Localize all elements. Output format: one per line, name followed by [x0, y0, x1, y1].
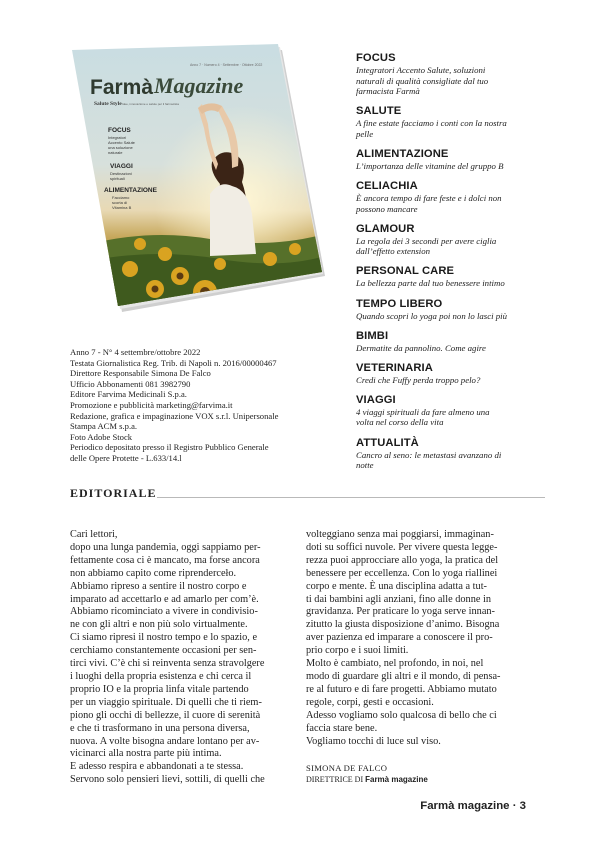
table-of-contents [356, 52, 546, 479]
cover-teaser-line: Vitamina B [112, 205, 132, 210]
text-line: ti dai bambini agli anziani, fino alle donne in [306, 593, 492, 605]
cover-teaser-line: Facciamo [112, 195, 130, 200]
editorial-signature [306, 763, 428, 785]
cover-teaser-line: scorta di [112, 200, 128, 205]
section-desc: La regola dei 3 secondi per avere ciglia [356, 235, 497, 246]
colophon-line: Foto Adobe Stock [70, 431, 133, 442]
signature-role [306, 774, 428, 785]
text-line: prio corpo e i suoi limiti. [306, 645, 409, 657]
section-title: PERSONAL CARE [356, 265, 455, 278]
text-line: gravidanza. Per praticare lo yoga serve innan- [306, 606, 495, 618]
contents-section [356, 362, 546, 386]
editorial-column-2 [306, 529, 538, 748]
text-line: Vogliamo tocchi di luce sul viso. [306, 735, 441, 747]
cover-image [70, 44, 325, 312]
section-desc: Dermatite da pannolino. Come agire [356, 342, 486, 353]
cover-brand-farma: Farmà [90, 76, 154, 99]
cover-teaser-line: Destinazioni [110, 171, 132, 176]
text-line: Adesso vogliamo solo qualcosa di bello che ci [306, 709, 497, 721]
section-title: SALUTE [356, 105, 402, 118]
text-line: fettamente cosa ci è mancato, ma forse ancora [70, 554, 260, 566]
contents-section [356, 298, 546, 322]
section-desc: farmacista Farmà [356, 86, 420, 97]
contents-section [356, 265, 546, 289]
text-line: proprio IO e la propria linfa vitale partendo [70, 683, 249, 695]
section-desc: La bellezza parte dal tuo benessere intimo [356, 278, 505, 289]
text-line: tirci vivi. C’è chi si reinventa senza stravolgere [70, 658, 265, 670]
section-desc: possono mancare [356, 203, 418, 214]
text-line: Molto è cambiato, nel profondo, in noi, nel [306, 658, 484, 670]
text-line: vicinarci alla nostra parte più intima. [70, 748, 222, 760]
section-title: VIAGGI [356, 393, 396, 406]
cover-subtitle-small: Idee, innovazione e salute per il farmacista [122, 102, 179, 106]
signature-magazine: Farmà magazine [365, 775, 428, 784]
cover-subtitle: Salute Style [94, 101, 122, 107]
cover-teaser-title: VIAGGI [110, 163, 133, 170]
text-line: aver pazienza ed imparare a conoscere il pro- [306, 632, 493, 644]
text-line: zitutto la giusta disposizione d’animo. Bisogna [306, 619, 500, 631]
text-line: dopo una lunga pandemia, oggi sappiamo per- [70, 541, 261, 553]
text-line: E adesso respira e abbandonati a te stessa. [70, 761, 244, 773]
contents-section [356, 223, 546, 257]
section-desc: naturali di qualità consigliate dal tuo [356, 75, 489, 86]
text-line: Ci siamo ripresi il nostro tempo e lo spazio, e [70, 632, 258, 644]
text-line: i luoghi della propria esistenza e chi cerca il [70, 670, 252, 682]
colophon-line: Direttore Responsabile Simona De Falco [70, 368, 211, 379]
text-line: nuova. A volte bisogna andare lontano per av- [70, 735, 260, 747]
section-desc: L’importanza delle vitamine del gruppo B [356, 160, 504, 171]
editorial-column-1 [70, 529, 298, 787]
text-line: e che ti trasformano in una persona diversa, [70, 722, 250, 734]
cover-teaser-line: una soluzione [108, 145, 133, 150]
signature-role-text: DIRETTRICE DI [306, 775, 364, 784]
editorial-heading: EDITORIALE [70, 486, 157, 500]
footer-separator: · [512, 800, 517, 812]
text-line: Abbiamo ricominciato a vivere in condivisio- [70, 606, 258, 618]
section-title: BIMBI [356, 329, 389, 342]
text-line: re al futuro e di fare progetti. Abbiamo mutato [306, 683, 497, 695]
text-line: cerchiamo constantemente occasioni per sen- [70, 645, 257, 657]
section-desc: Cancro al seno: le metastasi avanzano di [356, 449, 502, 460]
section-title: GLAMOUR [356, 222, 415, 235]
colophon-line: Anno 7 - N° 4 settembre/ottobre 2022 [70, 347, 201, 357]
text-line: per un viaggio spirituale. Di quelli che ti riem- [70, 696, 262, 708]
text-line: volteggiano senza mai poggiarsi, immaginan- [306, 529, 494, 540]
cover-teaser-title: ALIMENTAZIONE [104, 187, 157, 194]
section-title: VETERINARIA [356, 361, 433, 374]
text-line: imparato ad accettarlo e ad amarlo per com’è. [70, 593, 259, 605]
footer-magazine-name: Farmà magazine [420, 800, 510, 812]
section-desc: Quando scopri lo yoga poi non lo lasci più [356, 310, 508, 321]
cover-teaser-line: Accento Salute [108, 140, 135, 145]
page-number: 3 [519, 800, 526, 812]
cover-teaser-line: Integratori [108, 135, 127, 140]
section-desc: 4 viaggi spirituali da fare almeno una [356, 406, 490, 417]
section-desc: pelle [356, 128, 374, 139]
magazine-cover [70, 44, 325, 312]
section-title: CELIACHIA [356, 180, 418, 193]
colophon-line: delle Opere Protette - L.633/14.l [70, 452, 182, 463]
colophon [70, 347, 320, 464]
section-desc: Credi che Fuffy perda troppo pelo? [356, 374, 481, 385]
colophon-line: Stampa ACM s.p.a. [70, 421, 138, 432]
editorial-divider [157, 497, 545, 498]
text-line: regole, corpi, gesti e occasioni. [306, 696, 434, 708]
text-line: piono gli occhi di bellezze, il cuore di serenità [70, 709, 261, 721]
text-line: ne con gli altri e non più solo virtualmente. [70, 619, 248, 631]
section-title: FOCUS [356, 52, 396, 64]
cover-teaser-line: spirituali [110, 176, 125, 181]
contents-section [356, 52, 546, 97]
section-desc: volta nel corso della vita [356, 417, 444, 428]
colophon-line: Editore Farvima Medicinali S.p.a. [70, 389, 187, 400]
text-line: modo di guardare gli altri e il mondo, di pensa- [306, 670, 501, 682]
text-line: corpo e mente. È una disciplina adatta a tut- [306, 580, 487, 592]
contents-section [356, 330, 546, 354]
text-line: benessere per eccellenza. Con lo yoga riallinei [306, 567, 498, 579]
contents-section [356, 105, 546, 139]
text-line: Abbiamo ripreso a sentire il nostro corpo e [70, 580, 247, 592]
text-line: Cari lettori, [70, 529, 118, 540]
section-desc: A fine estate facciamo i conti con la nostra [356, 118, 507, 129]
colophon-line: Ufficio Abbonamenti 081 3982790 [70, 378, 191, 389]
text-line: rezza puoi approcciare allo yoga, la pratica del [306, 554, 499, 566]
contents-section [356, 437, 546, 471]
cover-brand-magazine: Magazine [154, 73, 244, 98]
cover-teaser-line: naturale [108, 150, 123, 155]
colophon-line: Testata Giornalistica Reg. Trib. di Napoli n. 2016/00000467 [70, 357, 277, 368]
page-footer [402, 800, 526, 812]
section-title: ALIMENTAZIONE [356, 147, 449, 160]
cover-issue-line: Anno 7 · Numero 4 · Settembre · Ottobre 2022 [190, 63, 263, 67]
text-line: faccia stare bene. [306, 722, 378, 734]
section-desc: dall’effetto extension [356, 246, 431, 257]
text-line: doti su soffici nuvole. Per vivere questa legge- [306, 541, 498, 553]
section-title: TEMPO LIBERO [356, 297, 443, 310]
text-line: Servono solo pensieri lievi, sottili, di quelli che [70, 774, 265, 786]
contents-section [356, 148, 546, 172]
contents-section [356, 394, 546, 428]
colophon-line: Periodico depositato presso il Registro Pubblico Generale [70, 442, 269, 453]
cover-teaser-title: FOCUS [108, 127, 131, 134]
colophon-line: Redazione, grafica e impaginazione VOX s.r.l. Unipersonale [70, 410, 279, 421]
section-desc: notte [356, 460, 374, 471]
contents-section [356, 180, 546, 214]
signature-name: SIMONA DE FALCO [306, 763, 388, 773]
text-line: non abbiamo capito come riprenderceło. [70, 567, 237, 579]
section-desc: Integratori Accento Salute, soluzioni [356, 65, 486, 75]
section-desc: È ancora tempo di fare feste e i dolci non [356, 193, 502, 204]
colophon-line: Promozione e pubblicità marketing@farvima.it [70, 399, 233, 410]
section-title: ATTUALITÀ [356, 436, 419, 449]
